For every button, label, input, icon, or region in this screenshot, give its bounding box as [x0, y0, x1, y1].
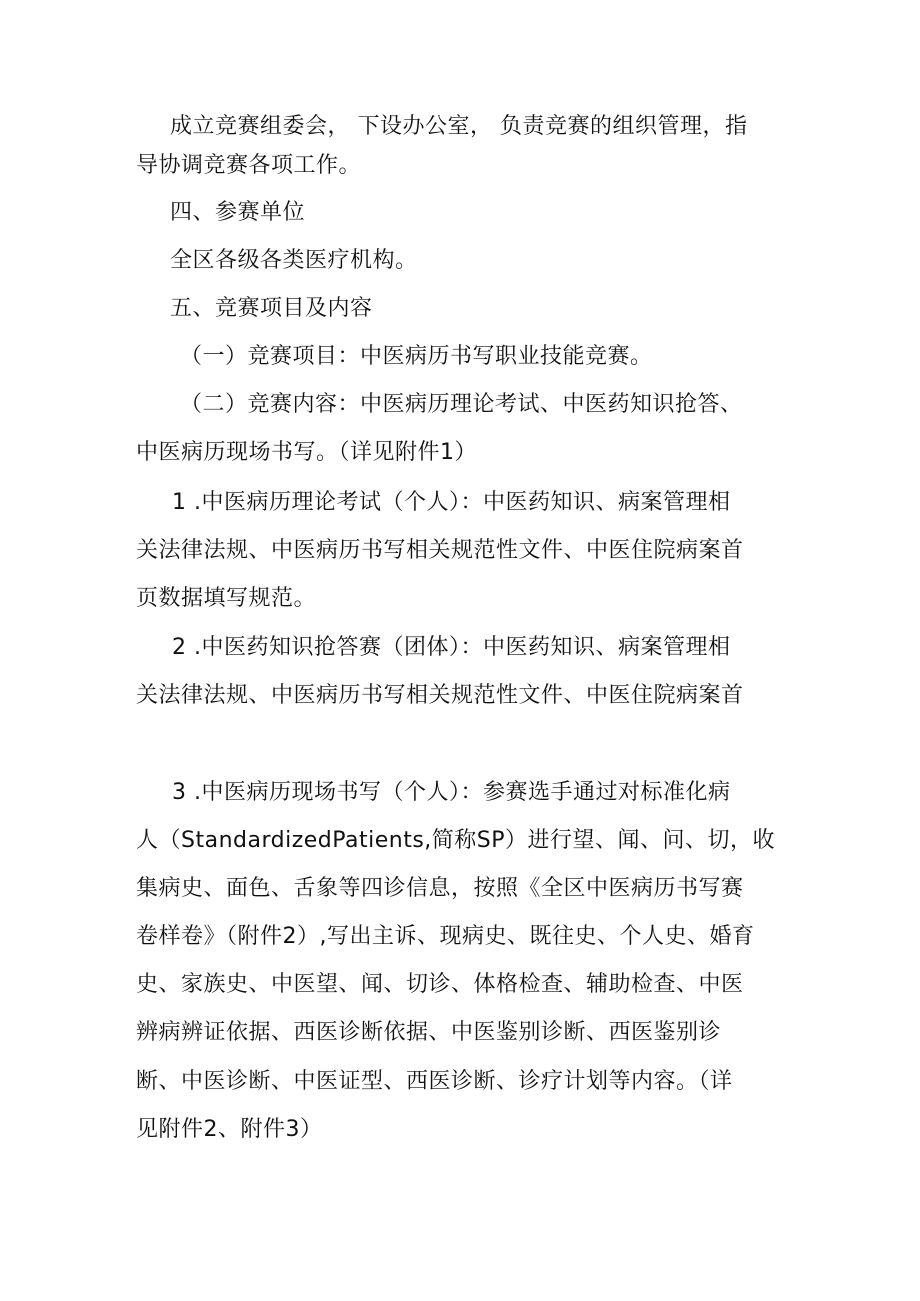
paragraph-line: 导协调竞赛各项工作。	[136, 153, 362, 178]
paragraph-line: 史、家族史、中医望、闻、切诊、体格检查、辅助检查、中医	[136, 972, 744, 997]
paragraph-line: 关法律法规、中医病历书写相关规范性文件、中医住院病案首	[136, 538, 744, 563]
paragraph-line: 辨病辨证依据、西医诊断依据、中医鉴别诊断、西医鉴别诊	[136, 1020, 722, 1045]
paragraph-line: 关法律法规、中医病历书写相关规范性文件、中医住院病案首	[136, 683, 744, 708]
subsection-line: （一）竞赛项目：中医病历书写职业技能竞赛。	[180, 344, 653, 369]
paragraph-line: 见附件2、附件3）	[136, 1117, 323, 1142]
paragraph-line: 成立竞赛组委会， 下设办公室， 负责竞赛的组织管理，指	[170, 114, 748, 139]
section-heading: 四、参赛单位	[170, 200, 306, 225]
paragraph-line: 人（StandardizedPatients,简称SP）进行望、闻、问、切，收	[136, 828, 776, 853]
paragraph-line: 页数据填写规范。	[136, 586, 317, 611]
list-item-line: 3 .中医病历现场书写（个人）：参赛选手通过对标准化病	[172, 780, 731, 805]
paragraph-line: 中医病历现场书写。（详见附件1）	[136, 440, 477, 465]
subsection-line: （二）竞赛内容：中医病历理论考试、中医药知识抢答、	[180, 392, 743, 417]
section-heading: 五、竞赛项目及内容	[170, 296, 373, 321]
list-item-line: 1 .中医病历理论考试（个人）：中医药知识、病案管理相	[172, 490, 731, 515]
paragraph-line: 卷样卷》（附件2）,写出主诉、现病史、既往史、个人史、婚育	[136, 924, 755, 949]
list-item-line: 2 .中医药知识抢答赛（团体）：中医药知识、病案管理相	[172, 635, 731, 660]
paragraph-line: 断、中医诊断、中医证型、西医诊断、诊疗计划等内容。（详	[136, 1069, 733, 1094]
paragraph-line: 集病史、面色、舌象等四诊信息，按照《全区中医病历书写赛	[136, 876, 744, 901]
paragraph-line: 全区各级各类医疗机构。	[170, 248, 418, 273]
